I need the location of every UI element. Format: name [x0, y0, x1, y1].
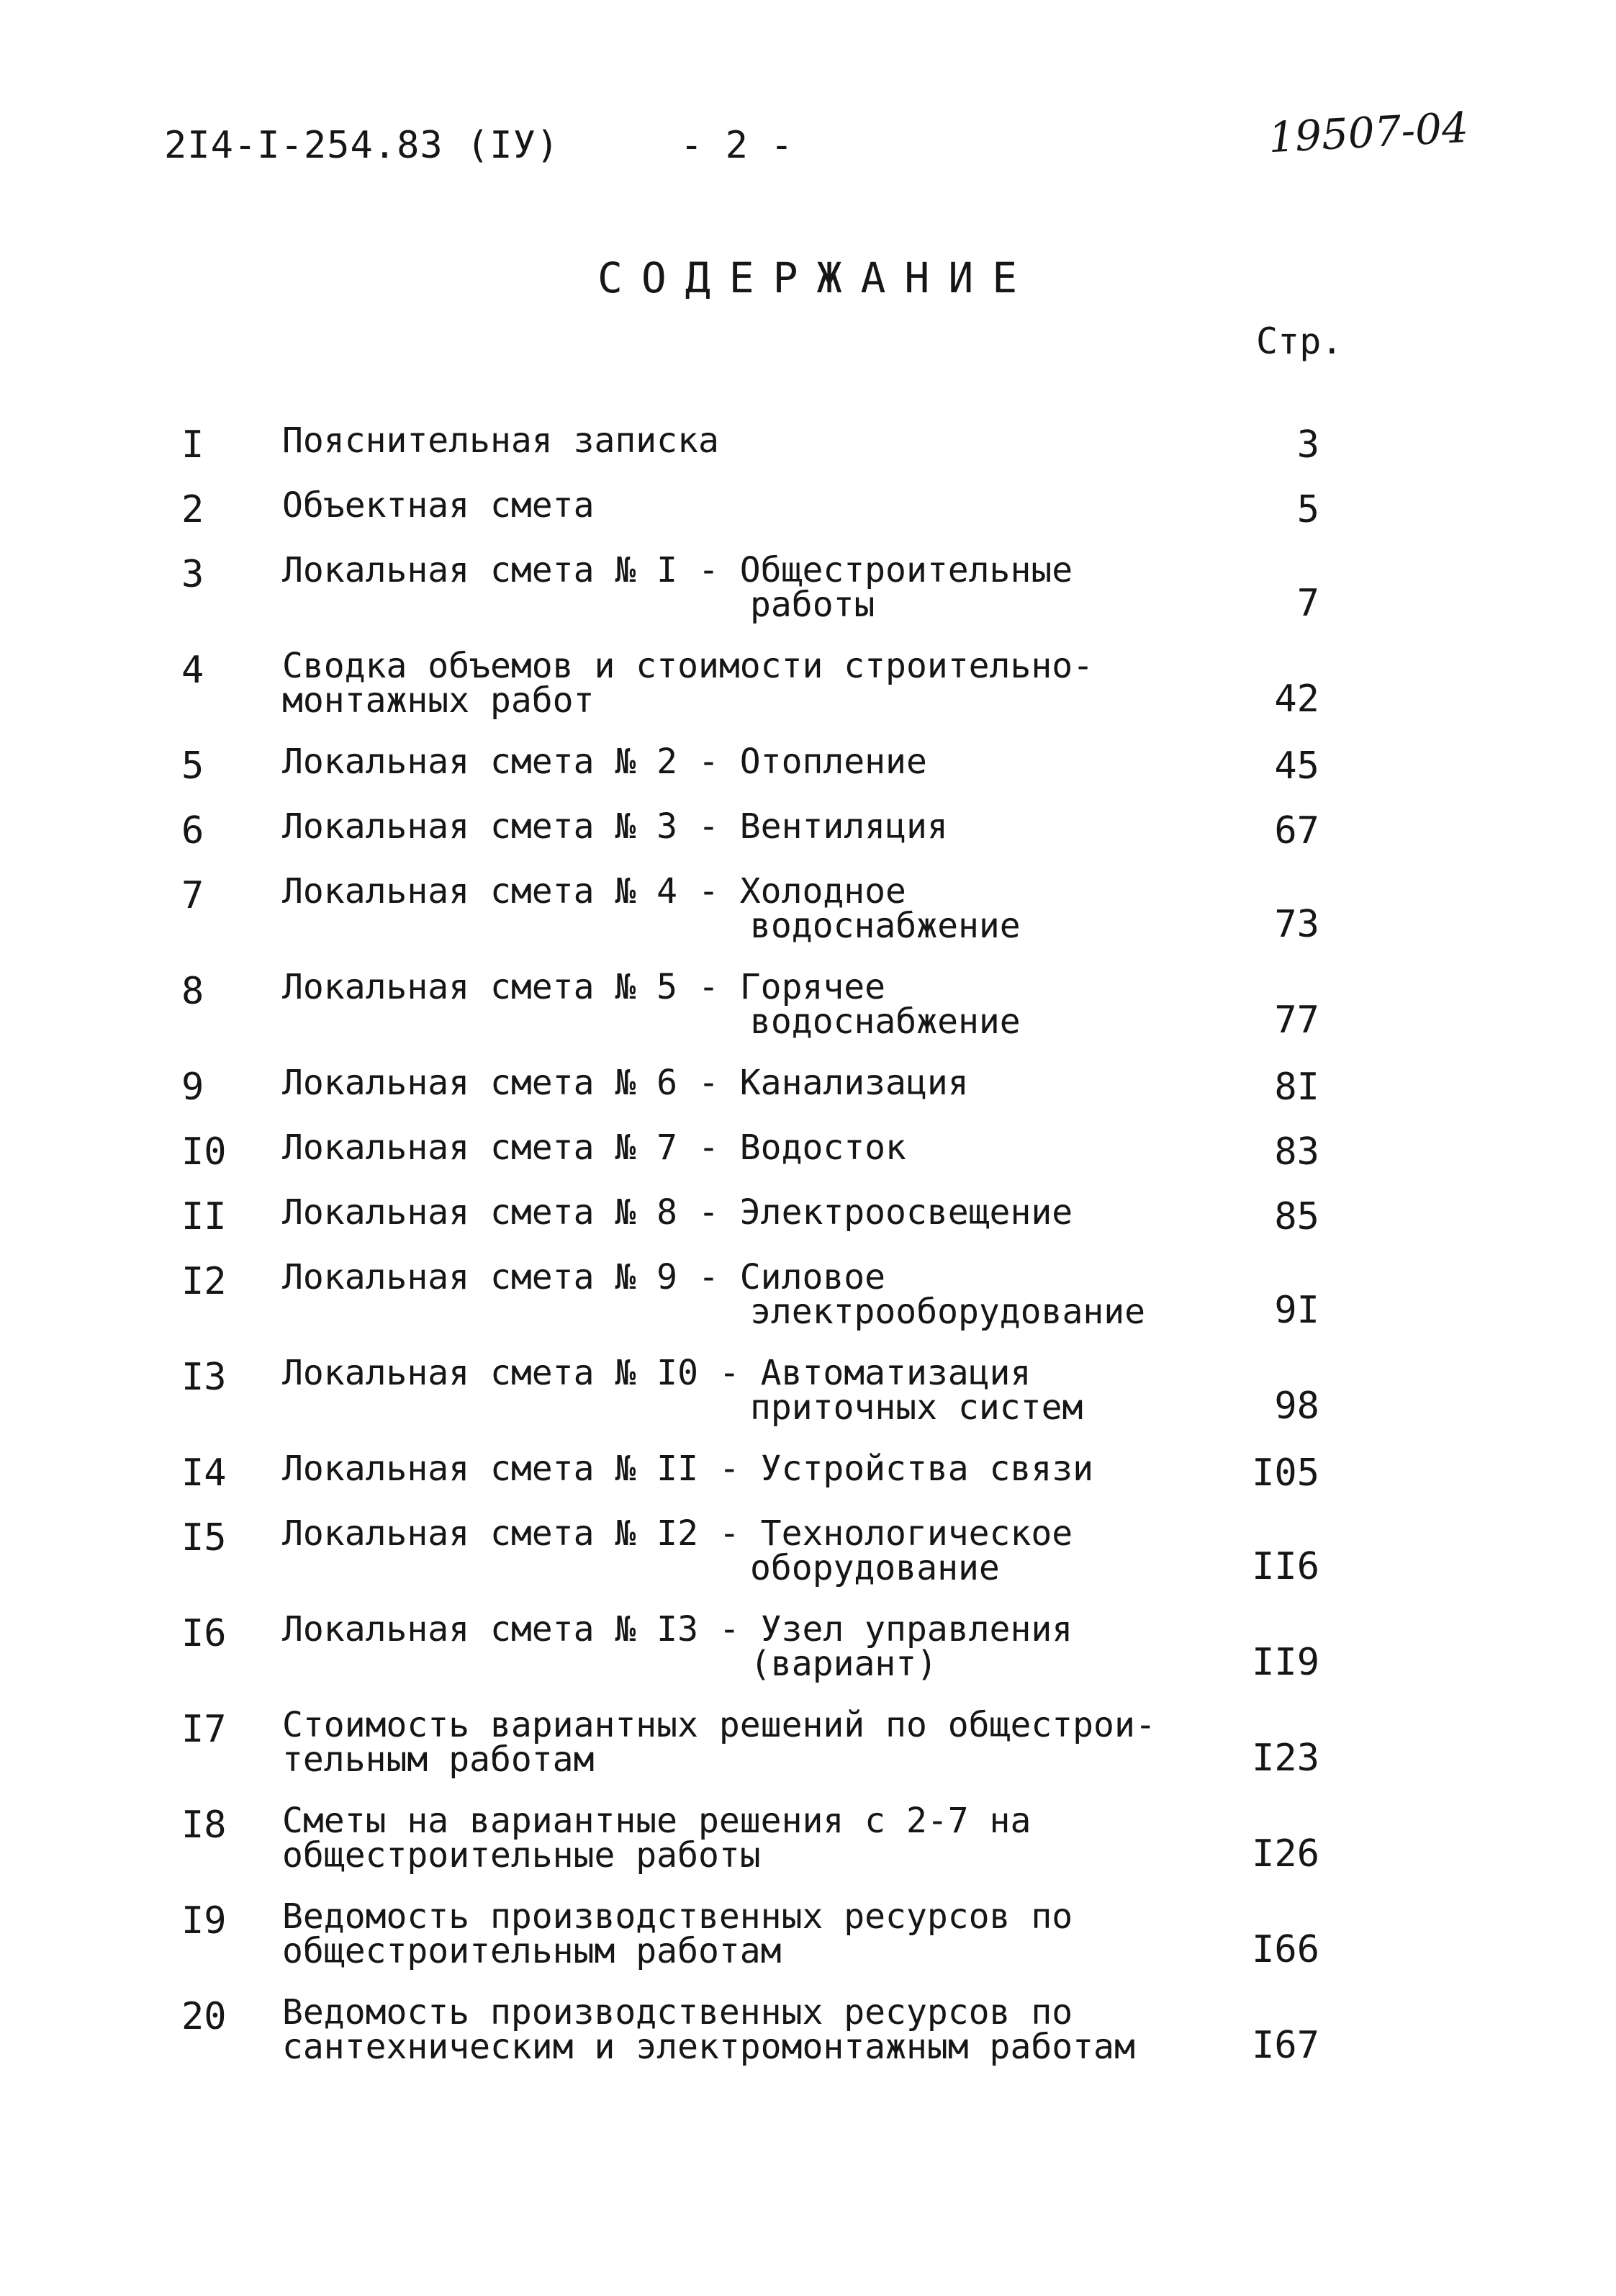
toc-entry-title-line: оборудование: [750, 1548, 1000, 1588]
toc-entry-title-line: Локальная смета № 6 - Канализация: [282, 1063, 969, 1103]
toc-entry-title: [282, 1127, 906, 1168]
toc-entry-title: [282, 1192, 1073, 1233]
toc-entry-number: I9: [181, 1899, 227, 1942]
toc-entry-title-line: Локальная смета № I2 - Технологическое: [282, 1513, 1073, 1554]
toc-entry-page: 77: [1274, 999, 1319, 1042]
toc-entry-page: I26: [1252, 1832, 1319, 1876]
toc-entry-page: 42: [1274, 677, 1319, 721]
toc-entry-page: 9I: [1274, 1289, 1319, 1332]
toc-entry-title: [282, 742, 927, 782]
toc-entry-title-line: Локальная смета № I - Общестроительные: [282, 550, 1073, 590]
toc-entry-title-line: Локальная смета № I0 - Автоматизация: [282, 1353, 1032, 1393]
toc-entry-title: [282, 1257, 1146, 1332]
toc-entry-title-line: Локальная смета № 9 - Силовое: [282, 1257, 886, 1297]
toc-entry-title: [282, 1609, 1073, 1684]
toc-entry-page: 3: [1296, 423, 1319, 467]
toc-entry-number: II: [181, 1195, 227, 1238]
toc-entry-page: II9: [1252, 1641, 1319, 1684]
toc-entry-title-line: тельным работам: [282, 1739, 595, 1780]
toc-entry-title-line: Ведомость производственных ресурсов по: [282, 1896, 1073, 1937]
toc-entry-title: [282, 1992, 1135, 2067]
toc-entry-number: I8: [181, 1804, 227, 1847]
toc-entry-number: I: [181, 423, 204, 467]
toc-entry-title-line: Локальная смета № 3 - Вентиляция: [282, 806, 948, 847]
toc-entry-number: 8: [181, 970, 204, 1013]
toc-entry-page: I66: [1252, 1928, 1319, 1971]
toc-entry-number: I3: [181, 1356, 227, 1399]
toc-entry-title: [282, 646, 1094, 721]
toc-entry-title-line: работы: [750, 585, 875, 625]
toc-entry-number: 6: [181, 809, 204, 852]
toc-entry-number: I2: [181, 1260, 227, 1303]
page-number: - 2 -: [680, 124, 793, 167]
toc-entry-title-line: Стоимость вариантных решений по общестрои-: [282, 1705, 1156, 1745]
toc-entry-title-line: Локальная смета № 8 - Электроосвещение: [282, 1192, 1073, 1233]
toc-entry-title: [282, 806, 948, 847]
toc-entry-number: I0: [181, 1130, 227, 1174]
toc-entry-number: 9: [181, 1066, 204, 1109]
toc-entry-number: I4: [181, 1451, 227, 1495]
toc-entry-page: 83: [1274, 1130, 1319, 1174]
toc-entry-title: [282, 1896, 1073, 1971]
toc-entry-title-line: Объектная смета: [282, 485, 595, 526]
toc-entry-number: 7: [181, 874, 204, 917]
toc-entry-title-line: Локальная смета № 5 - Горячее: [282, 967, 886, 1007]
toc-entry-page: I23: [1252, 1737, 1319, 1780]
toc-entry-title-line: общестроительным работам: [282, 1931, 782, 1971]
toc-entry-title: [282, 1801, 1032, 1876]
toc-entry-title-line: приточных систем: [750, 1387, 1083, 1428]
toc-entry-title-line: Локальная смета № I3 - Узел управления: [282, 1609, 1073, 1649]
toc-entry-title: [282, 1449, 1094, 1489]
toc-entry-page: 85: [1274, 1195, 1319, 1238]
toc-entry-title-line: Локальная смета № 2 - Отопление: [282, 742, 927, 782]
toc-entry-title: [282, 1353, 1083, 1428]
toc-entry-title-line: Локальная смета № II - Устройства связи: [282, 1449, 1094, 1489]
toc-entry-title: [282, 1063, 969, 1103]
page-column-header: Стр.: [1256, 320, 1343, 362]
toc-entry-title-line: общестроительные работы: [282, 1835, 761, 1876]
archive-number: 19507-04: [1267, 102, 1470, 163]
toc-entry-title-line: водоснабжение: [750, 1001, 1021, 1042]
document-code: 2I4-I-254.83 (IУ): [164, 124, 560, 167]
toc-entry-page: II6: [1252, 1545, 1319, 1588]
toc-entry-title: [282, 1705, 1156, 1780]
toc-entry-number: I7: [181, 1708, 227, 1751]
toc-entry-number: 4: [181, 649, 204, 692]
toc-entry-title: [282, 420, 719, 461]
toc-entry-page: 45: [1274, 744, 1319, 788]
toc-entry-title: [282, 550, 1073, 625]
toc-entry-title-line: Сводка объемов и стоимости строительно-: [282, 646, 1094, 686]
toc-entry-number: I5: [181, 1516, 227, 1559]
toc-entry-title-line: Сметы на вариантные решения с 2-7 на: [282, 1801, 1032, 1841]
toc-entry-title-line: Локальная смета № 4 - Холодное: [282, 871, 906, 911]
toc-entry-number: 2: [181, 488, 204, 531]
toc-entry-title-line: Пояснительная записка: [282, 420, 719, 461]
toc-entry-number: 3: [181, 553, 204, 596]
toc-entry-title: [282, 485, 595, 526]
toc-entry-title-line: (вариант): [750, 1644, 938, 1684]
toc-entry-number: I6: [181, 1612, 227, 1655]
toc-entry-number: 20: [181, 1995, 227, 2038]
toc-entry-page: 5: [1296, 488, 1319, 531]
toc-entry-title: [282, 967, 1021, 1042]
toc-entry-page: 7: [1296, 582, 1319, 625]
toc-entry-title-line: Локальная смета № 7 - Водосток: [282, 1127, 906, 1168]
toc-entry-title-line: водоснабжение: [750, 906, 1021, 946]
toc-entry-title-line: электрооборудование: [750, 1292, 1146, 1332]
page-title: СОДЕРЖАНИЕ: [597, 253, 1037, 302]
toc-entry-page: 67: [1274, 809, 1319, 852]
toc-entry-page: I67: [1252, 2024, 1319, 2067]
toc-entry-number: 5: [181, 744, 204, 788]
toc-entry-title: [282, 871, 1021, 946]
toc-entry-title-line: сантехническим и электромонтажным работам: [282, 2027, 1135, 2067]
toc-entry-title: [282, 1513, 1073, 1588]
toc-entry-title-line: Ведомость производственных ресурсов по: [282, 1992, 1073, 2032]
toc-entry-page: 73: [1274, 903, 1319, 946]
toc-entry-title-line: монтажных работ: [282, 680, 595, 721]
toc-entry-page: 8I: [1274, 1066, 1319, 1109]
toc-entry-page: I05: [1252, 1451, 1319, 1495]
toc-entry-page: 98: [1274, 1385, 1319, 1428]
